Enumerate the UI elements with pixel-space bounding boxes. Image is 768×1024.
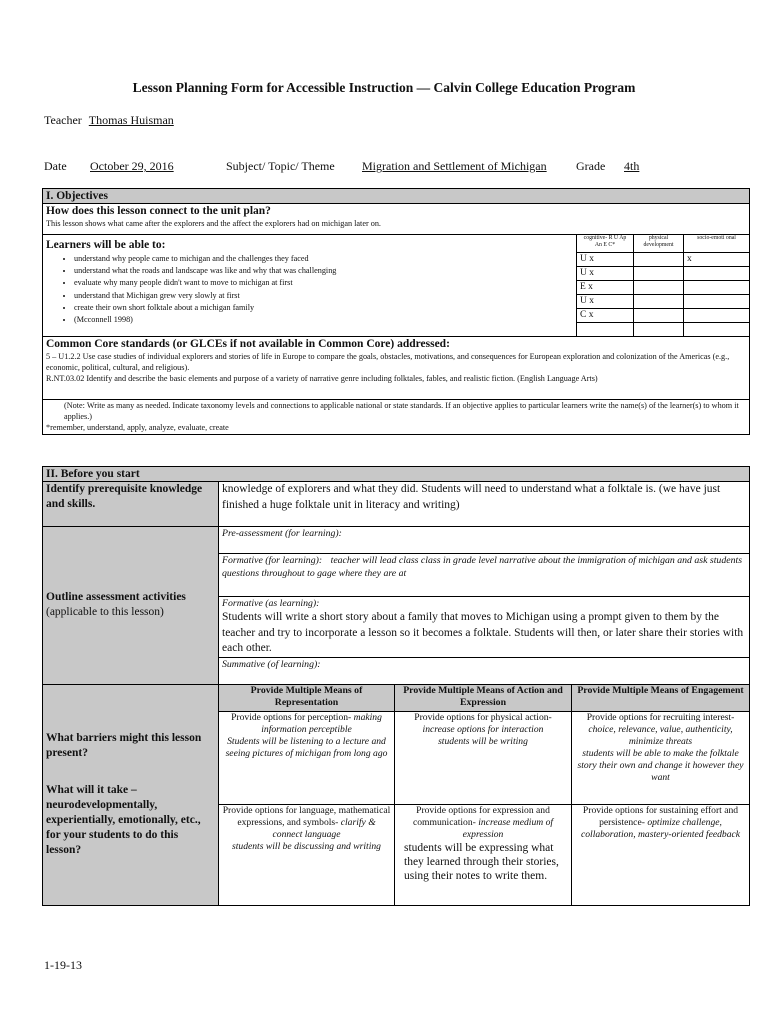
list-item: • understand that Michigan grew very slowly at first	[74, 290, 573, 302]
udl-italic: increase options for interaction	[422, 723, 544, 735]
note-text: (Note: Write as many as needed. Indicate taxonomy levels and connections to applicable national or state standards. If an objective applies to particular learners write the name(s) of the learner(s) to whom it applies.)	[64, 401, 739, 421]
cognitive-cell: E x	[577, 281, 634, 295]
udl-text: Provide options for perception-	[231, 711, 352, 723]
teacher-name: Thomas Huisman	[88, 113, 174, 127]
subject-value: Migration and Settlement of Michigan	[362, 159, 547, 173]
udl-italic: increase medium of expression	[462, 816, 554, 840]
udl-response: students will be expressing what they learned through their stories, using their notes to write them.	[404, 841, 559, 882]
pre-assessment: Pre-assessment (for learning):	[219, 527, 750, 554]
physical-cell	[634, 323, 684, 337]
assessment-sub: (applicable to this lesson)	[46, 606, 164, 618]
before-start-header: II. Before you start	[43, 467, 750, 482]
udl-header-representation: Provide Multiple Means of Representation	[219, 684, 395, 711]
standards-cell	[43, 337, 750, 400]
physical-cell	[634, 253, 684, 267]
formative-as-cell	[219, 597, 750, 658]
date-value: October 29, 2016	[90, 159, 174, 173]
physical-cell	[634, 281, 684, 295]
list-item: • understand what the roads and landscape was like and why that was challenging	[74, 265, 573, 277]
note-cell	[43, 400, 750, 435]
col-header-cognitive: cognitive- R U Ap An E C*	[577, 235, 634, 253]
summative: Summative (of learning):	[219, 657, 750, 684]
udl-response: students will be discussing and writing	[232, 840, 381, 852]
socio-cell	[684, 323, 750, 337]
formative-as-text: Students will write a short story about a family that moves to Michigan using a prompt given to them by the teacher and try to incorporate a lesson so it becomes a folktale. Students will then, or later share their stories with each other.	[222, 611, 744, 654]
udl-italic: choice, relevance, value, authenticity, minimize threats	[588, 723, 733, 747]
prereq-text: knowledge of explorers and what they did. Students will need to understand what a folktale is. (we have just finished a huge folktale unit in literacy and writing)	[219, 482, 750, 527]
learners-cell	[43, 235, 577, 337]
udl-text: Provide options for sustaining effort and persistence-	[582, 804, 739, 828]
objectives-header: I. Objectives	[43, 189, 750, 204]
col-header-physical: physical development	[634, 235, 684, 253]
objectives-table	[42, 188, 750, 435]
grade-label: Grade	[576, 159, 606, 173]
col-header-socio: socio-emoti onal	[684, 235, 750, 253]
formative-for-cell	[219, 554, 750, 597]
formative-for-text: teacher will lead class class in grade level narrative about the immigration of michigan and ask students questions throughout to gage where they are at	[222, 555, 743, 579]
physical-cell	[634, 295, 684, 309]
take-question: What will it take – neurodevelopmentally, experientially, emotionally, etc., for your students to do this lesson?	[46, 784, 201, 856]
learners-label: Learners will be able to:	[46, 239, 166, 251]
udl-text: Provide options for physical action-	[414, 711, 552, 723]
formative-for-label: Formative (for learning):	[222, 555, 323, 566]
cognitive-cell: C x	[577, 309, 634, 323]
standards-label: Common Core standards (or GLCEs if not available in Common Core) addressed:	[46, 338, 450, 350]
udl-act-physical	[395, 711, 572, 804]
barriers-question: What barriers might this lesson present?	[46, 732, 202, 759]
taxonomy-text: *remember, understand, apply, analyze, evaluate, create	[46, 423, 229, 432]
udl-rep-language	[219, 804, 395, 905]
teacher-label: Teacher	[44, 113, 82, 127]
list-item: • understand why people came to michigan and the challenges they faced	[74, 253, 573, 265]
formative-as-label: Formative (as learning):	[222, 598, 320, 609]
socio-cell: x	[684, 253, 750, 267]
udl-text: Provide options for language, mathematical expressions, and symbols-	[222, 804, 391, 828]
subject-label: Subject/ Topic/ Theme	[226, 159, 335, 173]
list-item: • (Mcconnell 1998)	[74, 314, 573, 326]
cognitive-cell: U x	[577, 267, 634, 281]
standards-text-2: R.NT.03.02 Identify and describe the basic elements and purpose of a variety of narrative genre including folktales, fables, and realistic fiction. (English Language Arts)	[46, 374, 598, 383]
teacher-row	[44, 113, 174, 128]
cognitive-cell	[577, 323, 634, 337]
physical-cell	[634, 267, 684, 281]
list-item: • evaluate why many people didn't want to move to michigan at first	[74, 277, 573, 289]
footer-date: 1-19-13	[44, 958, 82, 972]
objectives-list	[46, 253, 573, 326]
udl-header-engagement: Provide Multiple Means of Engagement	[572, 684, 750, 711]
before-start-table	[42, 466, 750, 906]
assessment-label: Outline assessment activities	[46, 591, 186, 603]
assessment-label-cell	[43, 527, 219, 685]
barriers-cell	[43, 684, 219, 905]
standards-text-1: 5 – U1.2.2 Use case studies of individual explorers and stories of life in Europe to compare the goals, obstacles, motivations, and consequences for European exploration and colonization of the Americas (e.g., economic, political, cultural, and religious).	[46, 352, 730, 372]
cognitive-cell: U x	[577, 253, 634, 267]
udl-rep-perception	[219, 711, 395, 804]
udl-text: Provide options for expression and communication-	[412, 804, 550, 828]
udl-text: Provide options for recruiting interest-	[586, 711, 735, 723]
udl-response: Students will be listening to a lecture and seeing pictures of michigan from long ago	[225, 735, 388, 759]
udl-header-action: Provide Multiple Means of Action and Expression	[395, 684, 572, 711]
udl-italic: making information perceptible	[261, 711, 382, 735]
physical-cell	[634, 309, 684, 323]
date-label: Date	[44, 159, 67, 173]
socio-cell	[684, 281, 750, 295]
list-item: • create their own short folktale about a michigan family	[74, 302, 573, 314]
socio-cell	[684, 295, 750, 309]
socio-cell	[684, 309, 750, 323]
unit-answer: This lesson shows what came after the explorers and the affect the explorers had on michigan later on.	[46, 219, 381, 228]
udl-italic: optimize challenge, collaboration, mastery-oriented feedback	[580, 816, 741, 840]
udl-eng-sustaining	[572, 804, 750, 905]
prereq-label: Identify prerequisite knowledge and skills.	[43, 482, 219, 527]
page-title: Lesson Planning Form for Accessible Instruction — Calvin College Education Program	[132, 80, 636, 95]
unit-question: How does this lesson connect to the unit plan?	[46, 205, 271, 217]
udl-response: students will be writing	[438, 735, 528, 747]
cognitive-cell: U x	[577, 295, 634, 309]
udl-italic: clarify & connect language	[272, 816, 376, 840]
grade-value: 4th	[624, 159, 640, 173]
unit-connection-cell	[43, 204, 750, 235]
date-row	[44, 159, 744, 174]
socio-cell	[684, 267, 750, 281]
udl-response: students will be able to make the folktale story their own and change it however they want	[577, 747, 744, 783]
udl-act-expression	[395, 804, 572, 905]
udl-eng-recruiting	[572, 711, 750, 804]
